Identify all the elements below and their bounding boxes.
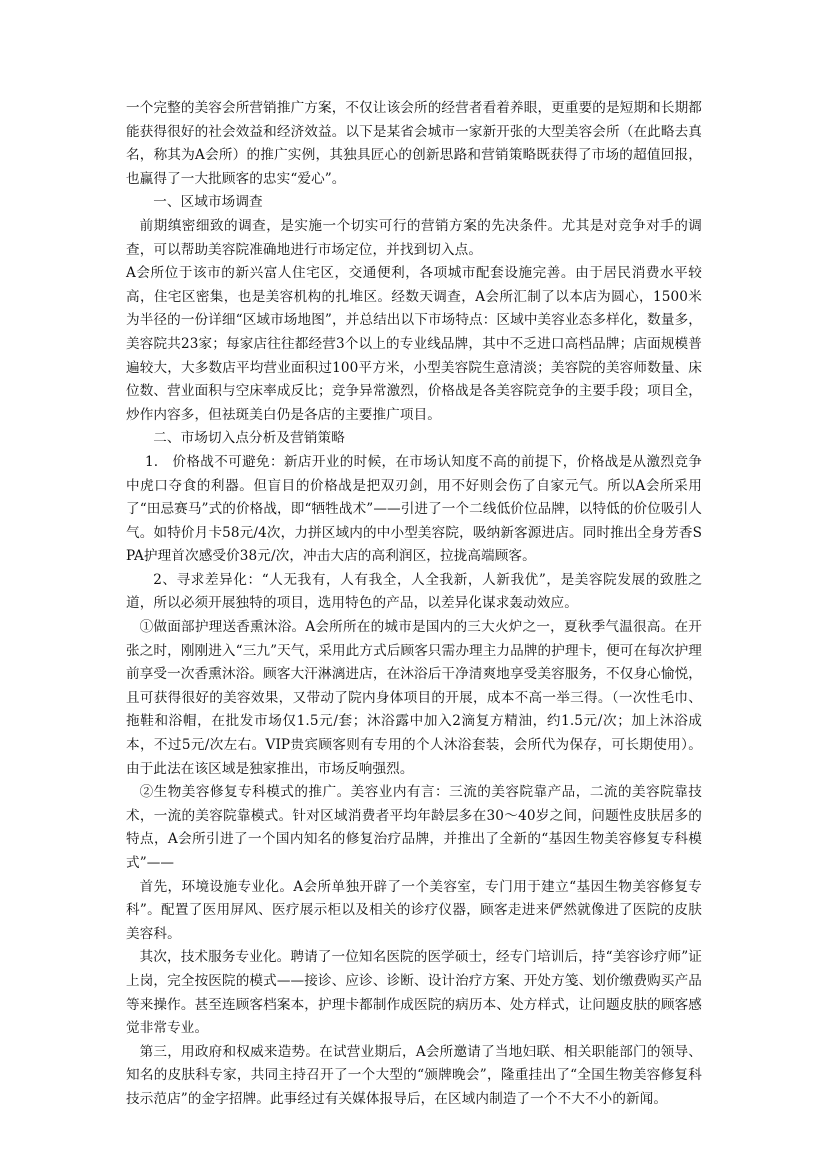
section-heading-market-survey: 一、区域市场调查 xyxy=(153,194,263,211)
service-paragraph: 其次，技术服务专业化。聘请了一位知名医院的医学硕士，经专门培训后，持“美容诊疗师”证上岗，完全按医院的模式——接诊、应诊、诊断、设计治疗方案、开处方笺、划价缴费购买产品等来操作。甚至连顾客档案本，护理卡都制作成医院的病历本、处方样式，让问题皮肤的顾客感觉非常专业。 xyxy=(126,949,702,1037)
differentiation-paragraph: 2、寻求差异化：“人无我有，人有我全，人全我新，人新我优”，是美容院发展的致胜之道，所以必须开展独特的项目，选用特色的产品，以差异化谋求轰动效应。 xyxy=(126,571,702,612)
authority-paragraph: 第三，用政府和权威来造势。在试营业期后，A会所邀请了当地妇联、相关职能部门的领导、知名的皮肤科专家，共同主持召开了一个大型的“颁牌晚会”，隆重挂出了“全国生物美容修复科技示范店”的金字招牌。此事经过有关媒体报导后，在区域内制造了一个不大不小的新闻。 xyxy=(126,1043,702,1107)
section-heading-strategy: 二、市场切入点分析及营销策略 xyxy=(153,430,345,447)
environment-paragraph: 首先，环境设施专业化。A会所单独开辟了一个美容室，专门用于建立“基因生物美容修复专科”。配置了医用屏风、医疗展示柜以及相关的诊疗仪器，顾客走进来俨然就像进了医院的皮肤美容科。 xyxy=(126,878,702,942)
intro-paragraph: 一个完整的美容会所营销推广方案，不仅让该会所的经营者看着养眼，更重要的是短期和长期都能获得很好的社会效益和经济效益。以下是某省会城市一家新开张的大型美容会所（在此略去真名，称其为A会所）的推广实例，其独具匠心的创新思路和营销策略既获得了市场的超值回报，也赢得了一大批顾客的忠实“爱心”。 xyxy=(126,100,702,187)
survey-paragraph: 前期缜密细致的调查，是实施一个切实可行的营销方案的先决条件。尤其是对竞争对手的调查，可以帮助美容院准确地进行市场定位，并找到切入点。 xyxy=(126,217,702,258)
price-war-paragraph: 1. 价格战不可避免：新店开业的时候，在市场认知度不高的前提下，价格战是从激烈竞争中虎口夺食的利器。但盲目的价格战是把双刃剑，用不好则会伤了自家元气。所以A会所采用了“田忌赛马”式的价格战，即“牺牲战术”——引进了一个二线低价位品牌，以特低的价位吸引人气。如特价月卡58元/4次，力拼区域内的中小型美容院，吸纳新客源进店。同时推出全身芳香SPA护理首次感受价38元/次，冲击大店的高利润区，拉拢高端顾客。 xyxy=(126,453,702,565)
bio-repair-paragraph: ②生物美容修复专科模式的推广。美容业内有言：三流的美容院靠产品，二流的美容院靠技术，一流的美容院靠模式。针对区域消费者平均年龄层多在30～40岁之间，问题性皮肤居多的特点，A会所引进了一个国内知名的修复治疗品牌，并推出了全新的“基因生物美容修复专科模式”—— xyxy=(126,784,702,871)
document-page xyxy=(126,97,702,1137)
aroma-bath-paragraph: ①做面部护理送香熏沐浴。A会所所在的城市是国内的三大火炉之一，夏秋季气温很高。在开张之时，刚刚进入“三九”天气，采用此方式后顾客只需办理主力品牌的护理卡，便可在每次护理前享受一次香熏沐浴。顾客大汗淋漓进店，在沐浴后干净清爽地享受美容服务，不仅身心愉悦，且可获得很好的美容效果，又带动了院内身体项目的开展，成本不高一举三得。（一次性毛巾、拖鞋和浴帽，在批发市场仅1.5元/套；沐浴露中加入2滴复方精油，约1.5元/次；加上沐浴成本，不过5元/次左右。VIP贵宾顾客则有专用的个人沐浴套装，会所代为保存，可长期使用）。由于此法在该区域是独家推出，市场反响强烈。 xyxy=(126,619,702,777)
location-paragraph: A会所位于该市的新兴富人住宅区，交通便利，各项城市配套设施完善。由于居民消费水平较高，住宅区密集，也是美容机构的扎堆区。经数天调查，A会所汇制了以本店为圆心，1500米为半径的一份详细“区域市场地图”，并总结出以下市场特点：区域中美容业态多样化，数量多，美容院共23家；每家店往往都经营3个以上的专业线品牌，其中不乏进口高档品牌；店面规模普遍较大，大多数店平均营业面积过100平方米，小型美容院生意清淡；美容院的美容师数量、床位数、营业面积与空床率成反比；竞争异常激烈，价格战是各美容院竞争的主要手段；项目全，炒作内容多，但祛斑美白仍是各店的主要推广项目。 xyxy=(126,265,702,423)
